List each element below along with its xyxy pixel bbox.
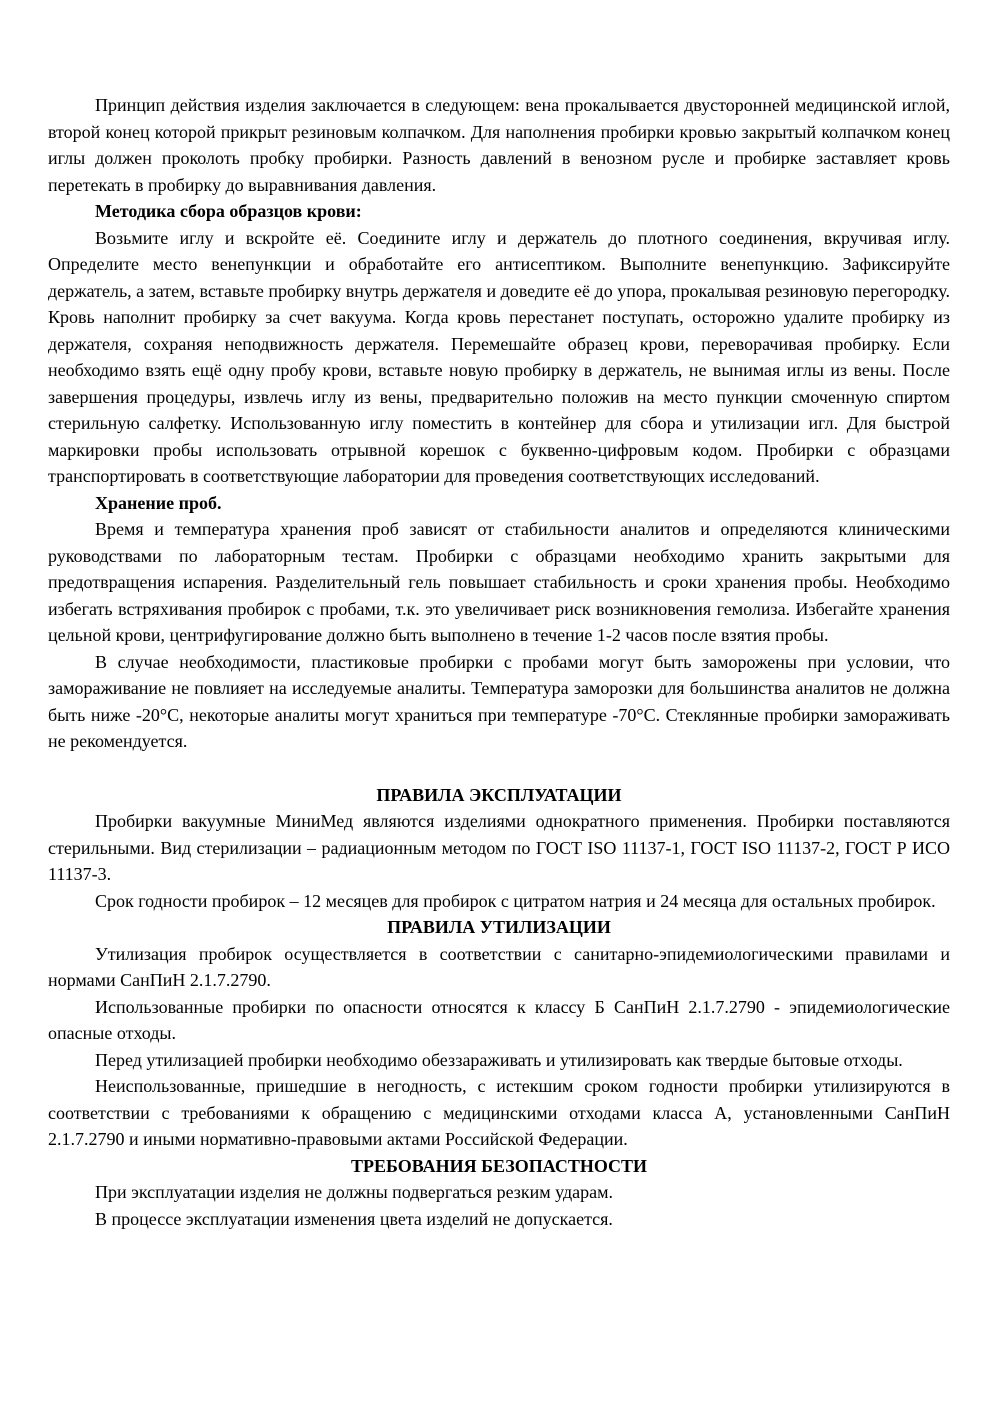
- heading-disposal-rules: ПРАВИЛА УТИЛИЗАЦИИ: [387, 917, 611, 937]
- paragraph-disposal-2: Использованные пробирки по опасности относятся к классу Б СанПиН 2.1.7.2790 - эпидемиологические опасные отходы.: [48, 996, 950, 1043]
- paragraph-disposal-1: Утилизация пробирок осуществляется в соответствии с санитарно-эпидемиологическими правилами и нормами СанПиН 2.1.7.2790.: [48, 943, 950, 990]
- paragraph-safety-1: При эксплуатации изделия не должны подвергаться резким ударам.: [95, 1182, 614, 1202]
- paragraph-disposal-3: Перед утилизацией пробирки необходимо обеззараживать и утилизировать как твердые бытовые отходы.: [95, 1049, 903, 1070]
- paragraph-storage-1: Время и температура хранения проб зависят от стабильности аналитов и определяются клиническими руководствами по лабораторным тестам. Пробирки с образцами необходимо хранить закрытыми для предотвращения испарения. Разделительный гель повышает стабильность и сроки хранения пробы. Необходимо избегать встряхивания пробирок с пробами, т.к. это увеличивает риск возникновения гемолиза. Избегайте хранения цельной крови, центрифугирование должно быть выполнено в течение 1-2 часов после взятия пробы.: [48, 519, 950, 645]
- heading-method: Методика сбора образцов крови:: [95, 201, 362, 221]
- heading-safety-requirements: ТРЕБОВАНИЯ БЕЗОПАСТНОСТИ: [350, 1155, 648, 1176]
- paragraph-method: Возьмите иглу и вскройте её. Соедините иглу и держатель до плотного соединения, вкручивая иглу. Определите место венепункции и обработайте его антисептиком. Выполните венепункцию. Зафиксируйте держатель, а затем, вставьте пробирку внутрь держателя и доведите её до упора, прокалывая резиновую перегородку. Кровь наполнит пробирку за счет вакуума. Когда кровь перестанет поступать, осторожно удалите пробирку из держателя, сохраняя неподвижность держателя. Перемешайте образец крови, переворачивая пробирку. Если необходимо взять ещё одну пробу крови, вставьте новую пробирку в держатель, не вынимая иглы из вены. После завершения процедуры, извлечь иглу из вены, предварительно положив на место пункции смоченную спиртом стерильную салфетку. Использованную иглу поместить в контейнер для сбора и утилизации игл. Для быстрой маркировки пробы использовать отрывной корешок с буквенно-цифровым кодом. Пробирки с образцами транспортировать в соответствующие лаборатории для проведения соответствующих исследований.: [48, 227, 950, 486]
- paragraph-disposal-4: Неиспользованные, пришедшие в негодность, с истекшим сроком годности пробирки утилизируются в соответствии с требованиями к обращению с медицинскими отходами класса А, установленными СанПиН 2.1.7.2790 и иными нормативно-правовыми актами Российской Федерации.: [48, 1076, 950, 1149]
- paragraph-storage-2: В случае необходимости, пластиковые пробирки с пробами могут быть заморожены при условии, что замораживание не повлияет на исследуемые аналиты. Температура заморозки для большинства аналитов не должна быть ниже -20°С, некоторые аналиты могут храниться при температуре -70°С. Стеклянные пробирки замораживать не рекомендуется.: [48, 651, 950, 751]
- paragraph-operation-2: Срок годности пробирок – 12 месяцев для пробирок с цитратом натрия и 24 месяца для остальных пробирок.: [95, 890, 936, 911]
- heading-operation-rules: ПРАВИЛА ЭКСПЛУАТАЦИИ: [376, 784, 622, 805]
- paragraph-principle: Принцип действия изделия заключается в следующем: вена прокалывается двусторонней медицинской иглой, второй конец которой прикрыт резиновым колпачком. Для наполнения пробирки кровью закрытый колпачком конец иглы должен проколоть пробку пробирки. Разность давлений в венозном русле и пробирке заставляет кровь перетекать в пробирку до выравнивания давления.: [48, 95, 950, 195]
- heading-storage: Хранение проб.: [95, 492, 222, 513]
- paragraph-operation-1: Пробирки вакуумные МиниМед являются изделиями однократного применения. Пробирки поставляются стерильными. Вид стерилизации – радиационным методом по ГОСТ ISO 11137-1, ГОСТ ISO 11137-2, ГОСТ Р ИСО 11137-3.: [48, 811, 950, 884]
- paragraph-safety-2: В процессе эксплуатации изменения цвета изделий не допускается.: [95, 1208, 613, 1229]
